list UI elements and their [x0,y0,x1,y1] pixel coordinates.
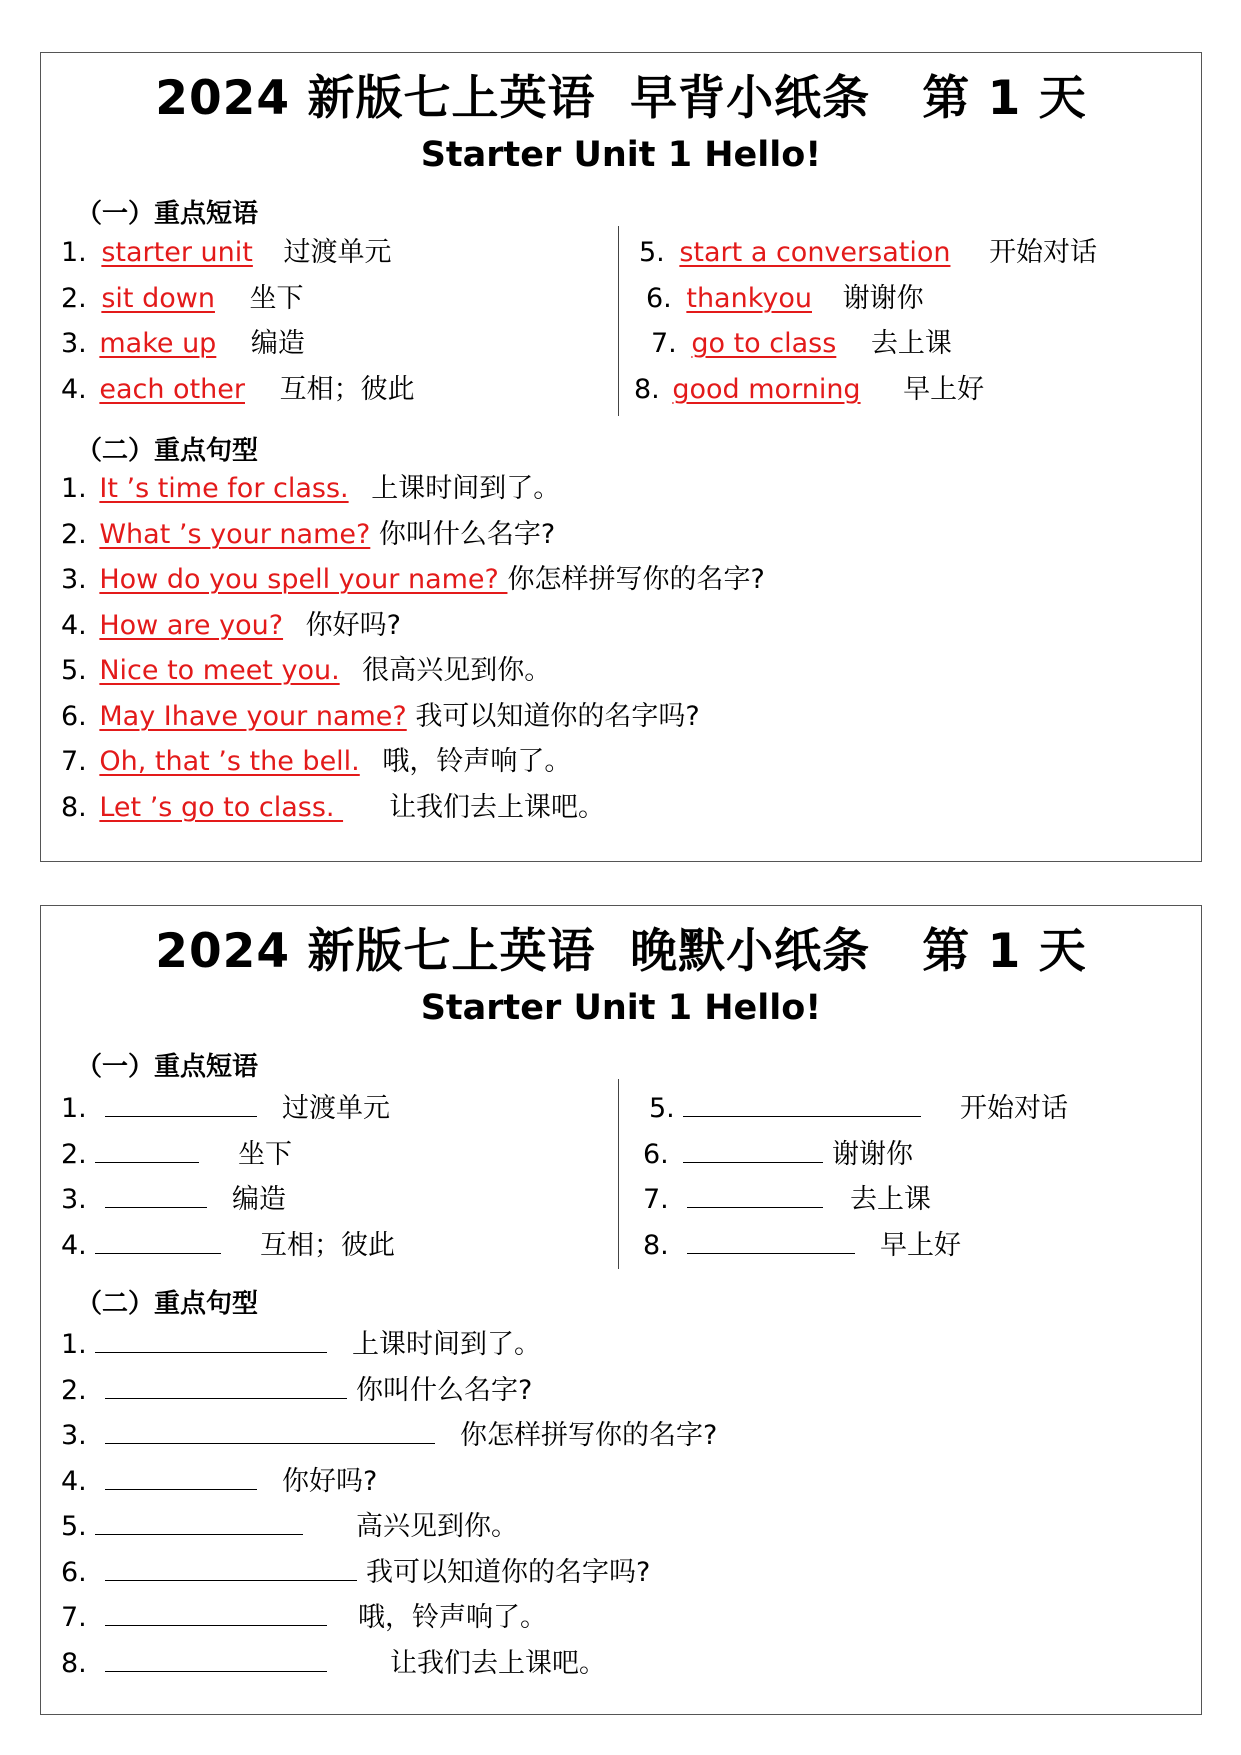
answer-blank[interactable] [105,1461,257,1490]
column-divider [618,226,619,416]
phrase-blank-item: 5. 开始对话 [649,1088,1068,1127]
evening-title: 2024 新版七上英语 晚默小纸条 第 1 天 [155,924,1087,979]
morning-note-card [40,52,1202,862]
phrase-blank-item: 7. 去上课 [643,1179,931,1218]
phrase-item: 8. good morning 早上好 [634,374,985,405]
answer-blank[interactable] [105,1179,207,1208]
evening-sentences-heading: （二）重点句型 [76,1289,259,1319]
morning-phrases-heading: （一）重点短语 [76,199,259,229]
answer-blank[interactable] [687,1179,823,1208]
sentence-blank-item: 3. 你怎样拼写你的名字? [61,1415,717,1454]
sentence-answer: Let ’s go to class. [99,792,344,823]
sentence-item: 7. Oh, that ’s the bell. 哦，铃声响了。 [61,746,572,777]
phrase-item: 3. make up 编造 [61,328,305,359]
evening-subtitle: Starter Unit 1 Hello! [420,988,822,1028]
morning-sentences-heading: （二）重点句型 [76,436,259,466]
answer-blank[interactable] [105,1597,327,1626]
phrase-answer: sit down [101,283,215,314]
sentence-item: 8. Let ’s go to class. 让我们去上课吧。 [61,792,606,823]
answer-blank[interactable] [95,1324,327,1353]
sentence-answer: How do you spell your name? [99,564,508,595]
sentence-blank-item: 6. 我可以知道你的名字吗? [61,1552,650,1591]
sentence-blank-item: 4. 你好吗? [61,1461,377,1500]
sentence-item: 5. Nice to meet you. 很高兴见到你。 [61,655,552,686]
sentence-item: 3. How do you spell your name? 你怎样拼写你的名字? [61,564,765,595]
answer-blank[interactable] [105,1552,357,1581]
sentence-answer: Nice to meet you. [99,655,340,686]
answer-blank[interactable] [105,1415,435,1444]
phrase-item: 5. start a conversation 开始对话 [639,237,1098,268]
morning-title: 2024 新版七上英语 早背小纸条 第 1 天 [155,71,1087,126]
answer-blank[interactable] [105,1643,327,1672]
phrase-answer: go to class [691,328,837,359]
answer-blank[interactable] [95,1134,199,1163]
phrase-answer: good morning [672,374,861,405]
sentence-item: 1. It ’s time for class. 上课时间到了。 [61,473,561,504]
answer-blank[interactable] [687,1225,855,1254]
phrase-blank-item: 1. 过渡单元 [61,1088,390,1127]
sentence-answer: What ’s your name? [99,519,371,550]
sentence-answer: May Ihave your name? [99,701,407,732]
answer-blank[interactable] [95,1225,221,1254]
phrase-item: 7. go to class 去上课 [651,328,952,359]
phrase-answer: each other [99,374,245,405]
sentence-blank-item: 1. 上课时间到了。 [61,1324,541,1363]
phrase-blank-item: 6. 谢谢你 [643,1134,913,1173]
phrase-answer: starter unit [101,237,253,268]
sentence-blank-item: 2. 你叫什么名字? [61,1370,532,1409]
sentence-blank-item: 8. 让我们去上课吧。 [61,1643,606,1682]
answer-blank[interactable] [95,1506,303,1535]
sentence-answer: It ’s time for class. [99,473,349,504]
morning-subtitle: Starter Unit 1 Hello! [420,135,822,175]
phrase-blank-item: 3. 编造 [61,1179,286,1218]
answer-blank[interactable] [683,1134,823,1163]
phrase-item: 6. thankyou 谢谢你 [646,283,924,314]
answer-blank[interactable] [105,1370,347,1399]
phrase-blank-item: 4. 互相；彼此 [61,1225,395,1264]
answer-blank[interactable] [683,1088,921,1117]
sentence-answer: Oh, that ’s the bell. [99,746,360,777]
sentence-item: 6. May Ihave your name? 我可以知道你的名字吗? [61,701,700,732]
evening-phrases-heading: （一）重点短语 [76,1052,259,1082]
phrase-answer: start a conversation [679,237,951,268]
column-divider [618,1079,619,1269]
phrase-answer: thankyou [686,283,812,314]
sentence-item: 4. How are you? 你好吗? [61,610,401,641]
phrase-blank-item: 8. 早上好 [643,1225,961,1264]
sentence-item: 2. What ’s your name? 你叫什么名字? [61,519,556,550]
phrase-item: 2. sit down 坐下 [61,283,304,314]
phrase-blank-item: 2. 坐下 [61,1134,292,1173]
sentence-blank-item: 5. 高兴见到你。 [61,1506,518,1545]
sentence-blank-item: 7. 哦，铃声响了。 [61,1597,547,1636]
answer-blank[interactable] [105,1088,257,1117]
sentence-answer: How are you? [99,610,284,641]
phrase-item: 1. starter unit 过渡单元 [61,237,392,268]
phrase-item: 4. each other 互相；彼此 [61,374,415,405]
evening-note-card [40,905,1202,1715]
phrase-answer: make up [99,328,217,359]
